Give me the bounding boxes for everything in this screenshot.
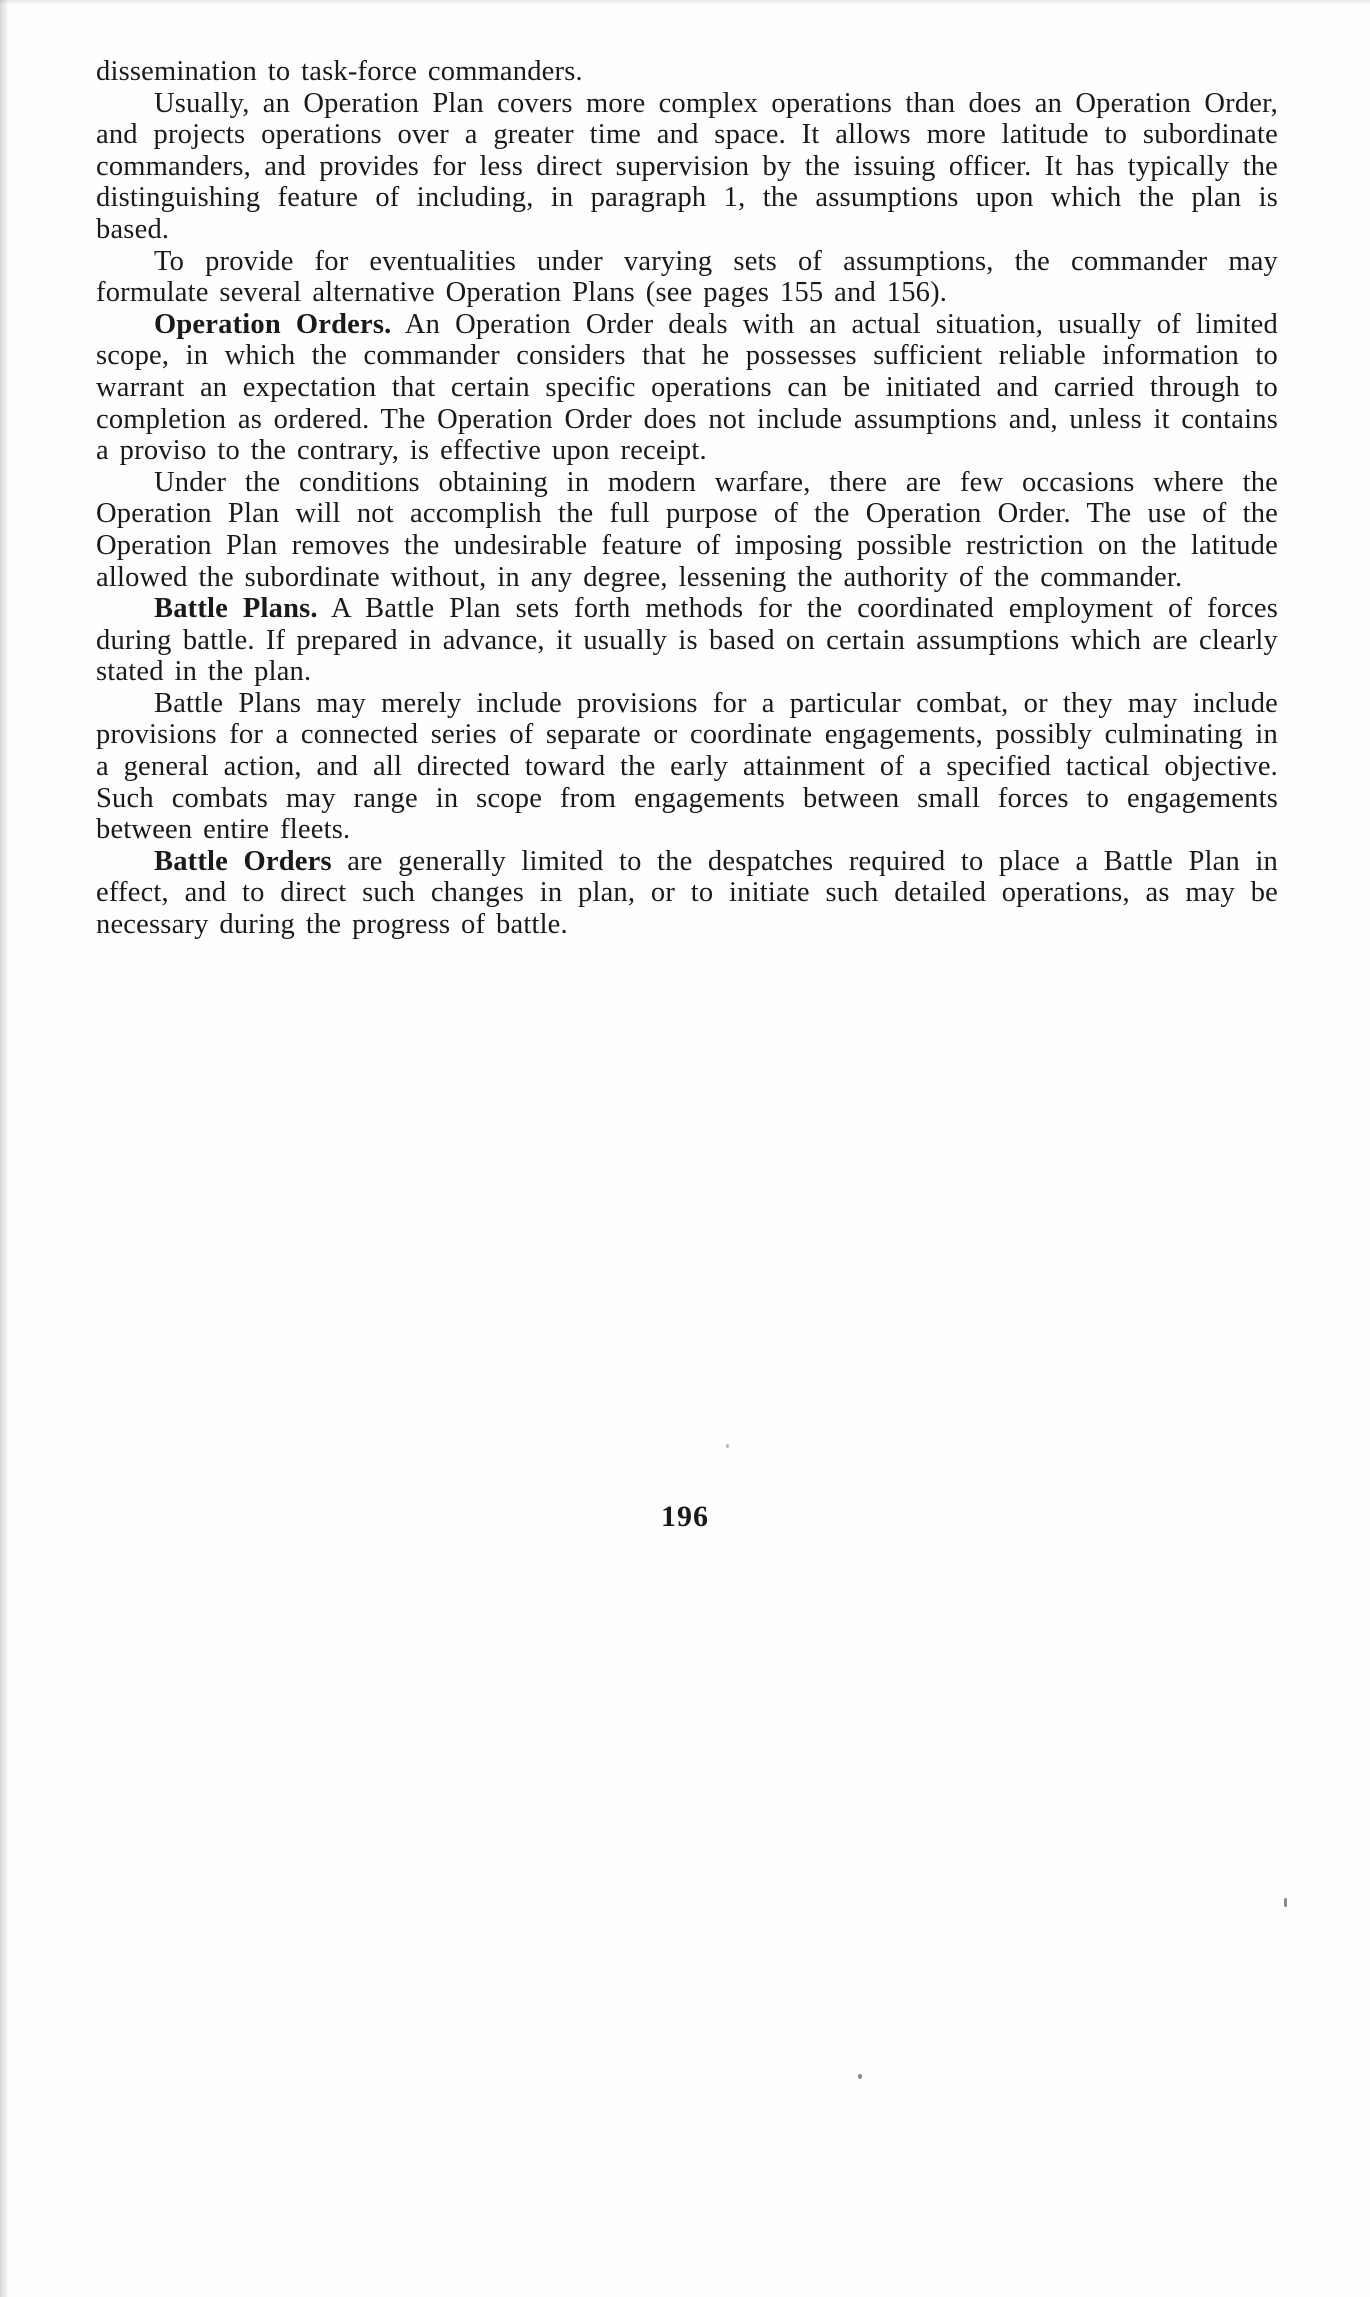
paragraph-battle-orders [96,846,1278,941]
paragraph-text: Under the conditions obtaining in modern warfare, there are few occasions where the Operation Plan will not accomplish the full purpose of the Operation Order. The use of the Operation Plan removes the undesirable feature of imposing possible restriction on the latitude allowed the subordinate without, in any degree, lessening the authority of the commander. [96,466,1278,593]
paragraph [96,467,1278,593]
paragraph-text: dissemination to task-force commanders. [96,56,583,87]
paragraph-text: To provide for eventualities under varying sets of assumptions, the commander may formulate several alternative Operation Plans (see pages 155 and 156). [96,245,1278,309]
paragraph-continuation [96,56,1278,88]
paragraph-battle-plans [96,593,1278,688]
paragraph-lead: Battle Plans. [154,593,318,625]
scan-speck [726,1444,729,1448]
scan-edge-shadow [0,0,9,2297]
paragraph-text: An Operation Order deals with an actual situation, usually of limited scope, in which the commander considers that he possesses sufficient reliable information to warrant an expectation that certain specific operations can be initiated and carried through to completion as ordered. The Operation Order does not include assumptions and, unless it contains a proviso to the contrary, is effective upon receipt. [96,308,1278,467]
paragraph-operation-orders [96,309,1278,467]
page-text-block [96,56,1278,941]
paragraph-text: Battle Plans may merely include provisions for a particular combat, or they may include provisions for a connected series of separate or coordinate engagements, possibly culminating in a general action, and all directed toward the early attainment of a specified tactical objective. Such combats may range in scope from engagements between small forces to engagements between entire fleets. [96,687,1278,846]
scan-edge-shadow [0,0,1370,5]
paragraph-text: are generally limited to the despatches required to place a Battle Plan in effect, and to direct such changes in plan, or to initiate such detailed operations, as may be necessary during the progress of battle. [96,845,1279,941]
page-number: 196 [661,1500,709,1533]
paragraph-lead: Battle Orders [154,845,332,877]
paragraph-text: A Battle Plan sets forth methods for the coordinated employment of forces during battle. If prepared in advance, it usually is based on certain assumptions which are clearly stated in the plan. [96,593,1278,688]
scan-speck [1284,1898,1287,1907]
paragraph-lead: Operation Orders. [154,308,392,340]
paragraph [96,688,1278,846]
paragraph-text: Usually, an Operation Plan covers more complex operations than does an Operation Order, and projects operations over a greater time and space. It allows more latitude to subordinate commanders, and provides for less direct supervision by the issuing officer. It has typically the distinguishing feature of including, in paragraph 1, the assumptions upon which the plan is based. [96,87,1278,245]
paragraph [96,246,1278,309]
scan-speck [858,2074,862,2079]
paragraph [96,88,1278,246]
